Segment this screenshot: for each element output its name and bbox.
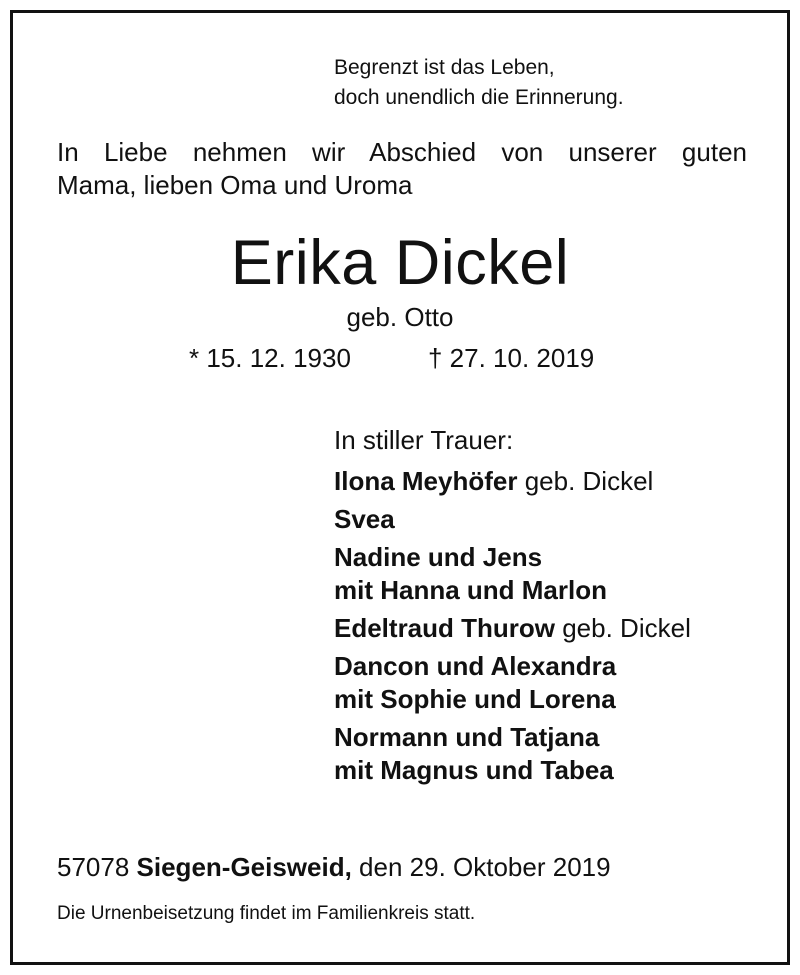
notice-date: den 29. Oktober 2019 — [351, 852, 611, 882]
mourner-entry — [334, 650, 691, 716]
city: Siegen-Geisweid, — [136, 852, 352, 882]
mourner-entry — [334, 541, 691, 607]
mourner-name: Svea — [334, 504, 395, 534]
mourner-name: Nadine und Jens — [334, 542, 543, 572]
mourner-children: mit Sophie und Lorena — [334, 684, 616, 714]
deceased-name: Erika Dickel — [230, 228, 570, 298]
mourner-children: mit Hanna und Marlon — [334, 575, 607, 605]
mourner-entry — [334, 612, 691, 645]
mourning-title: In stiller Trauer: — [334, 425, 514, 455]
mourner-entry — [334, 465, 691, 498]
mourners-list — [334, 465, 691, 792]
intro-line-1: In Liebe nehmen wir Abschied von unserer guten — [57, 137, 747, 167]
intro-text — [57, 136, 747, 202]
intro-line-2: Mama, lieben Oma und Uroma — [57, 170, 413, 200]
burial-note: Die Urnenbeisetzung findet im Familienkreis statt. — [57, 903, 476, 924]
mourner-children: mit Magnus und Tabea — [334, 755, 614, 785]
postcode: 57078 — [57, 852, 137, 882]
mourner-maiden-name: geb. Dickel — [555, 613, 691, 643]
verse — [334, 53, 624, 113]
verse-line-1: Begrenzt ist das Leben, — [334, 56, 555, 79]
mourner-name: Edeltraud Thurow — [334, 613, 555, 643]
mourner-entry — [334, 721, 691, 787]
place-and-date — [57, 851, 611, 883]
verse-line-2: doch unendlich die Erinnerung. — [334, 86, 624, 109]
mourner-entry — [334, 503, 691, 536]
obituary-notice — [10, 10, 790, 965]
mourner-maiden-name: geb. Dickel — [517, 466, 654, 496]
mourner-name: Dancon und Alexandra — [334, 651, 617, 681]
mourner-name: Normann und Tatjana — [334, 722, 600, 752]
birth-date: * 15. 12. 1930 — [189, 343, 351, 373]
maiden-name: geb. Otto — [346, 302, 454, 332]
death-date: † 27. 10. 2019 — [428, 343, 595, 373]
mourner-name: Ilona Meyhöfer — [334, 466, 518, 496]
